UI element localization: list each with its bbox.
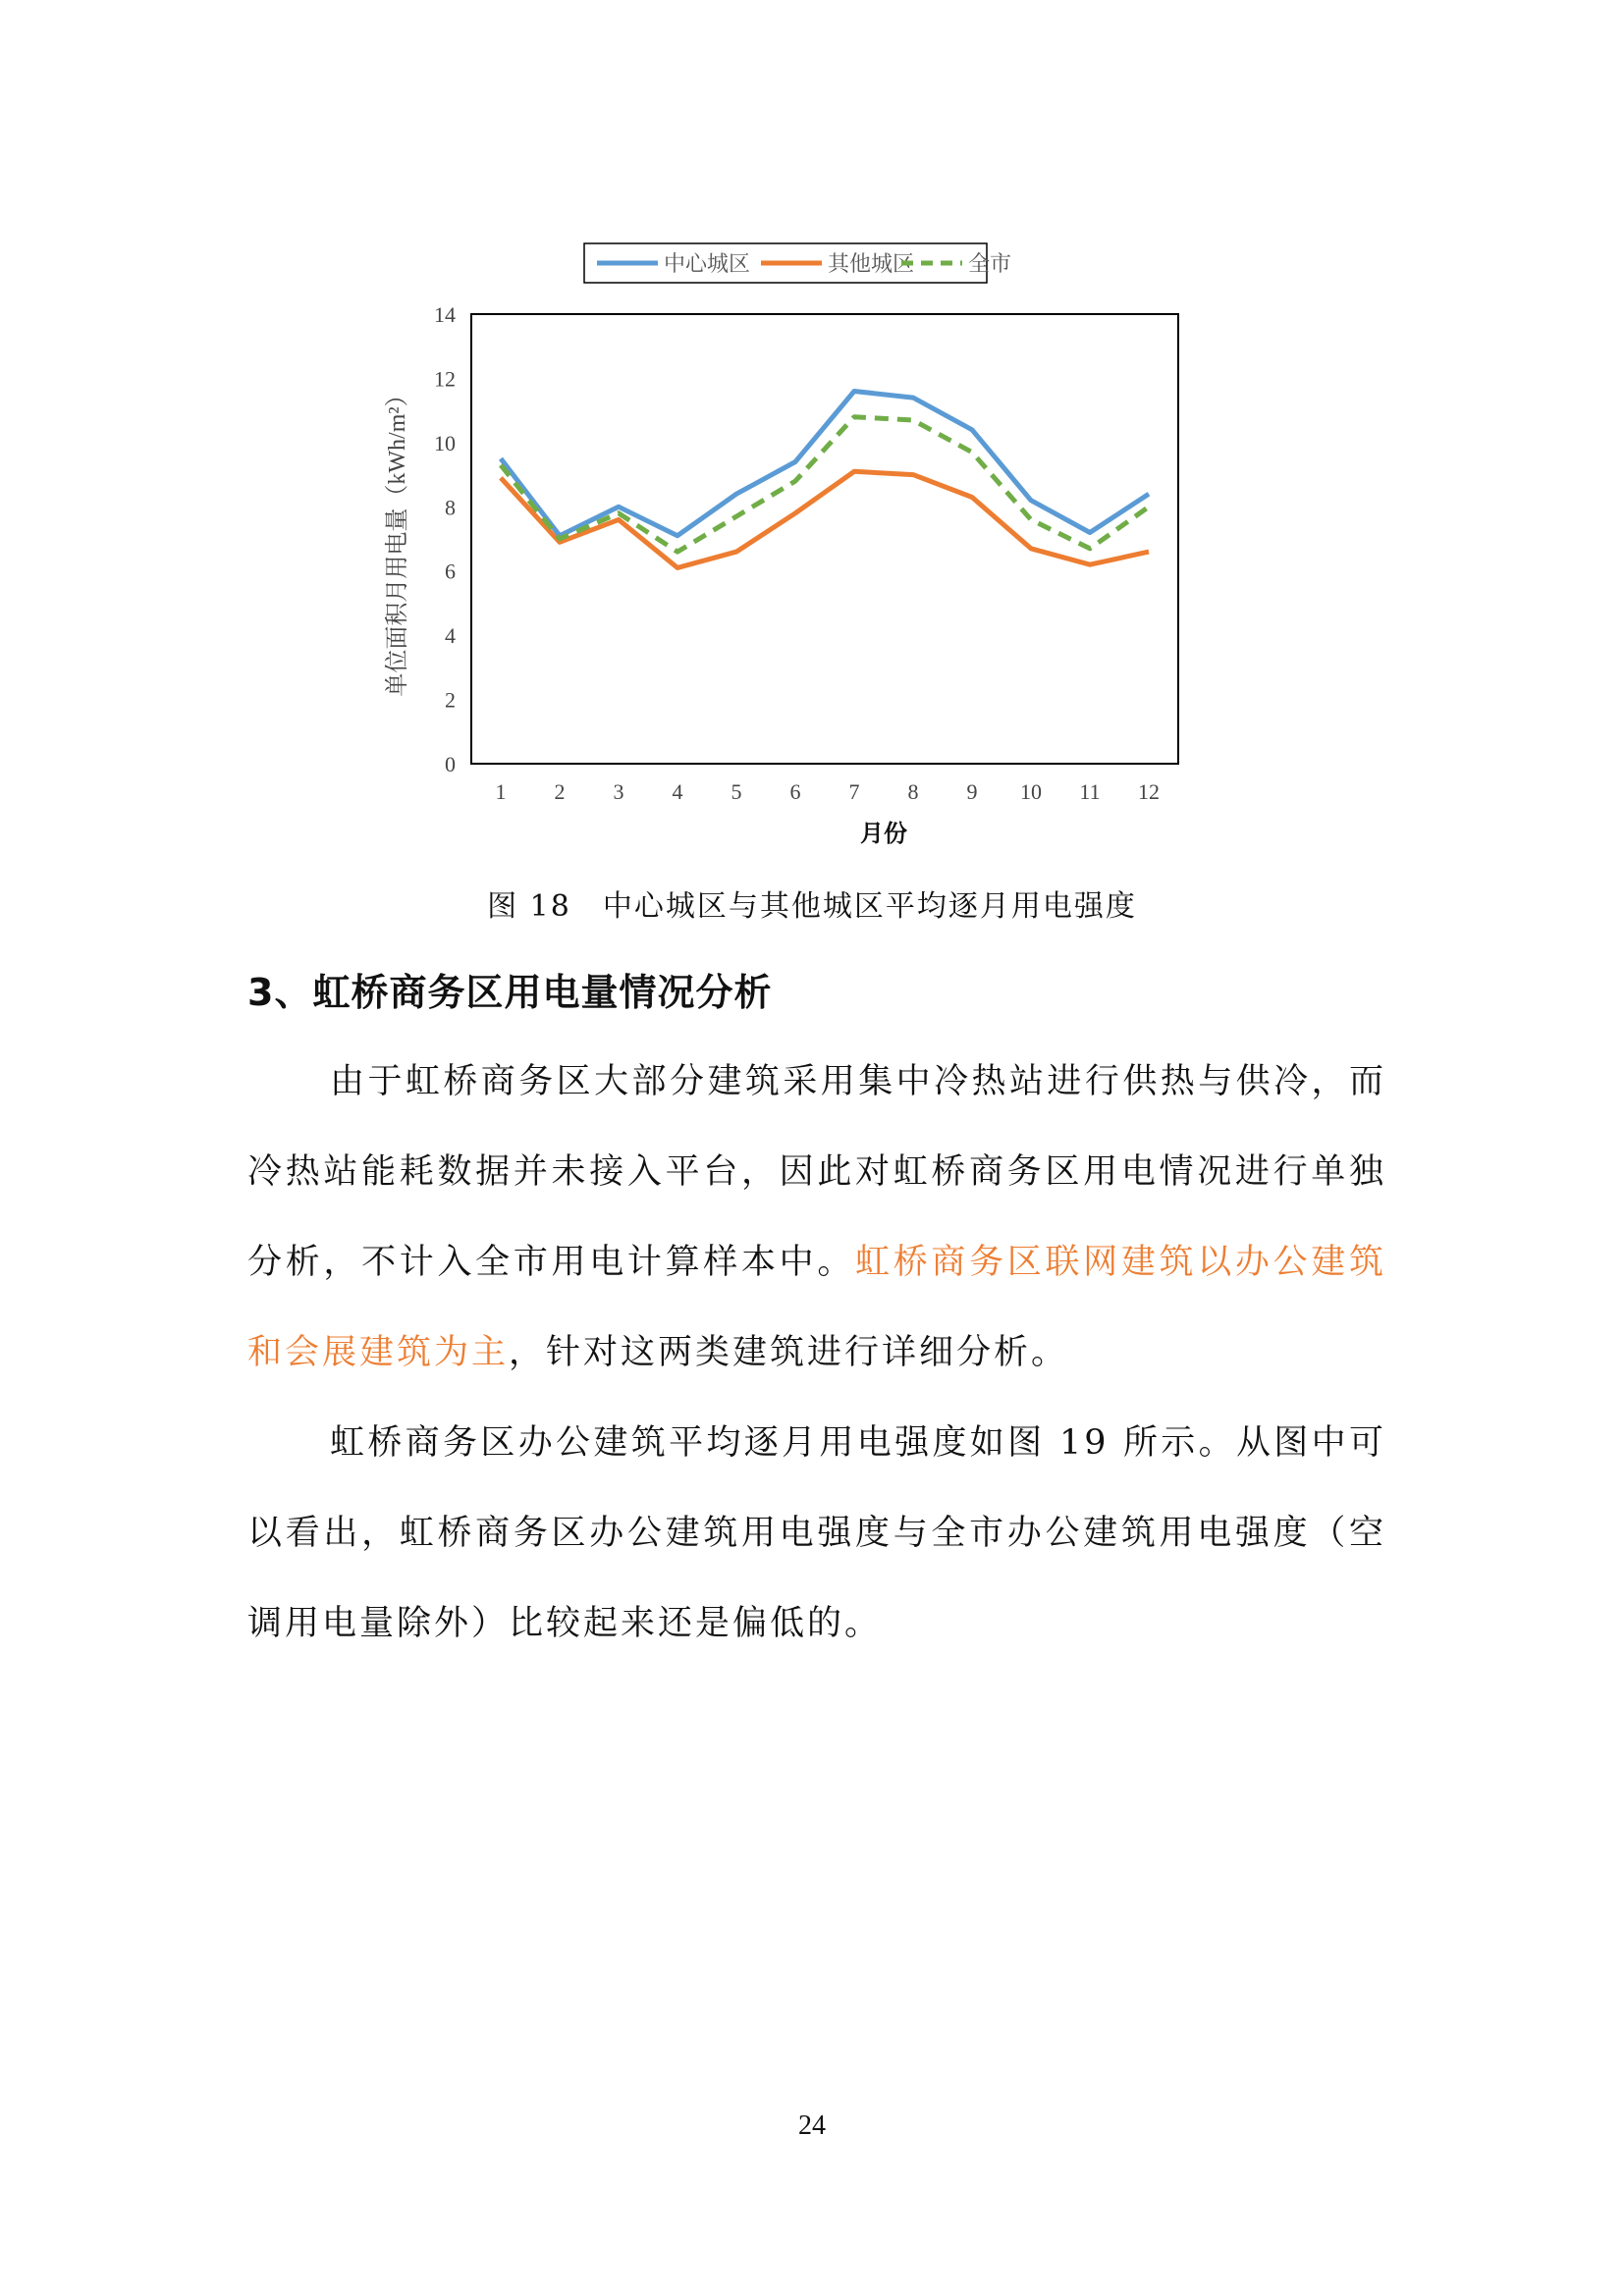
y-tick-label: 8 [445, 495, 456, 520]
line-chart [363, 236, 1306, 864]
y-tick-label: 6 [445, 559, 456, 584]
section-heading: 3、虹桥商务区用电量情况分析 [247, 971, 773, 1014]
x-tick-label: 8 [907, 779, 919, 804]
y-tick-label: 4 [445, 623, 456, 649]
paragraph-2: 虹桥商务区办公建筑平均逐月用电强度如图 19 所示。从图中可以看出，虹桥商务区办公建筑用电强度与全市办公建筑用电强度（空调用电量除外）比较起来还是偏低的。 [247, 1423, 1386, 1643]
y-tick-label: 12 [434, 366, 456, 392]
x-tick-label: 11 [1079, 779, 1101, 804]
y-axis [434, 302, 456, 776]
figure-caption: 图 18 中心城区与其他城区平均逐月用电强度 [487, 889, 1137, 924]
page-number: 24 [798, 2110, 826, 2141]
y-tick-label: 10 [434, 430, 456, 455]
x-axis-label: 月份 [860, 820, 907, 847]
x-tick-label: 1 [495, 779, 507, 804]
x-tick-label: 7 [848, 779, 860, 804]
y-axis-label: 单位面积月用电量（kWh/m²） [385, 383, 410, 697]
legend-label-other: 其他城区 [828, 251, 915, 276]
paragraph-1-text-a: 由于虹桥商务区大部分建筑采用集中冷热站进行供热与供冷，而冷热站能耗数据并未接入平台，因此对虹桥商务区用电情况进行单独分析，不计入全市用电计算样本中。 [247, 1062, 1386, 1282]
x-tick-label: 2 [554, 779, 566, 804]
plot-area [471, 314, 1178, 764]
x-axis [496, 779, 1161, 804]
series-line-center [501, 392, 1149, 536]
paragraph-1-text-b: ，针对这两类建筑进行详细分析。 [509, 1333, 1069, 1372]
paragraph-1 [247, 1037, 1386, 1398]
legend-label-city: 全市 [968, 251, 1012, 276]
series-lines [501, 392, 1149, 568]
x-tick-label: 3 [613, 779, 624, 804]
paragraph-1-highlight: 虹桥商务区联网建筑以办公建筑和会展建筑为主 [247, 1243, 1386, 1372]
chart-legend [584, 243, 1011, 283]
x-tick-label: 10 [1020, 779, 1042, 804]
y-tick-label: 2 [445, 687, 456, 713]
x-tick-label: 9 [966, 779, 978, 804]
x-tick-label: 12 [1138, 779, 1160, 804]
y-tick-label: 14 [434, 302, 456, 327]
x-tick-label: 4 [672, 779, 683, 804]
series-line-city [501, 417, 1149, 552]
y-tick-label: 0 [445, 752, 456, 776]
legend-label-center: 中心城区 [664, 251, 751, 276]
x-tick-label: 6 [789, 779, 801, 804]
x-tick-label: 5 [731, 779, 742, 804]
